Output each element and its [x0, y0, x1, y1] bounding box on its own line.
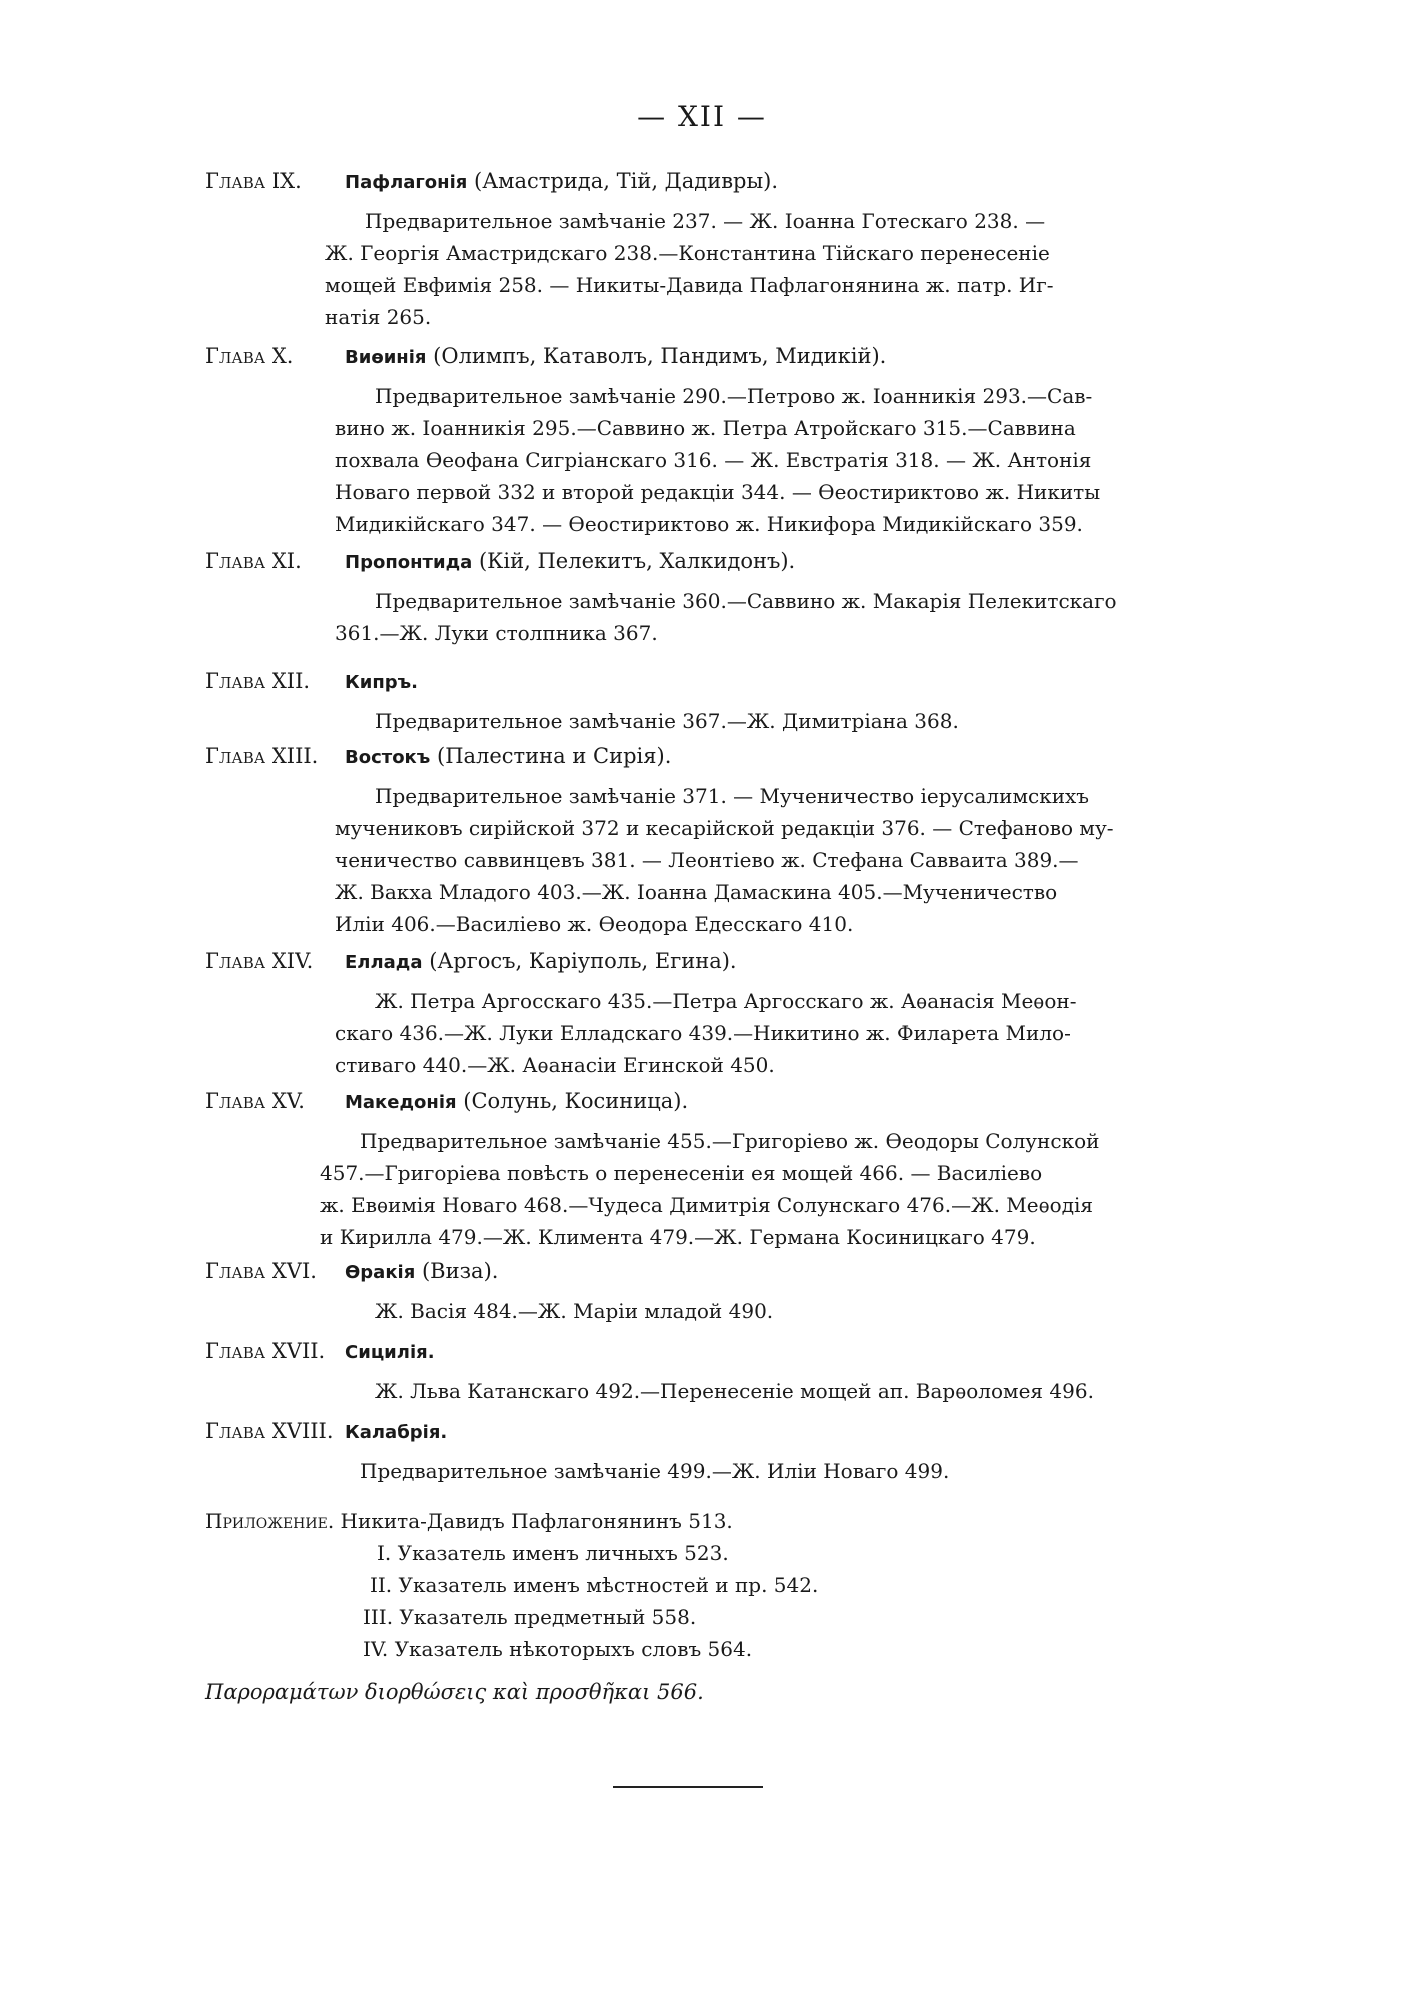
contents-line: мощей Евфимія 258. — Никиты-Давида Пафлагонянина ж. патр. Иг- — [325, 273, 1054, 297]
contents-line: натія 265. — [325, 305, 432, 329]
chapter-heading — [205, 1335, 1205, 1369]
chapter-entry — [205, 945, 1205, 1081]
chapter-contents — [205, 705, 1205, 737]
contents-line: Предварительное замѣчаніе 290.—Петрово ж. Іоанникія 293.—Сав- — [375, 384, 1093, 408]
chapter-title: Пафлагонія — [345, 172, 468, 193]
chapter-entry — [205, 1255, 1205, 1327]
chapter-label: Глава XI. — [205, 549, 302, 573]
chapter-contents — [205, 985, 1205, 1081]
chapter-title: Кипръ. — [345, 672, 419, 693]
appendix-label: Приложение. — [205, 1509, 335, 1533]
chapter-subtitle: (Кій, Пелекитъ, Халкидонъ). — [478, 549, 796, 573]
appendix-heading — [205, 1505, 1205, 1537]
chapter-heading — [205, 740, 1205, 774]
chapter-contents — [205, 380, 1205, 540]
closing-rule — [613, 1786, 763, 1788]
contents-line: Ж. Георгія Амастридскаго 238.—Константина Тійскаго перенесеніе — [325, 241, 1050, 265]
contents-line: Ж. Вакха Младого 403.—Ж. Іоанна Дамаскина 405.—Мученичество — [335, 880, 1058, 904]
chapter-label: Глава XVIII. — [205, 1419, 334, 1443]
chapter-title: Македонія — [345, 1092, 457, 1113]
contents-line: 457.—Григоріева повѣсть о перенесеніи ея мощей 466. — Василіево — [320, 1161, 1043, 1185]
contents-line: похвала Ѳеофана Сигріанскаго 316. — Ж. Евстратія 318. — Ж. Антонія — [335, 448, 1092, 472]
contents-line: Предварительное замѣчаніе 367.—Ж. Димитріана 368. — [375, 709, 959, 733]
contents-line: Мидикійскаго 347. — Ѳеостириктово ж. Никифора Мидикійскаго 359. — [335, 512, 1083, 536]
chapter-title: Ѳракія — [345, 1262, 416, 1283]
chapter-subtitle: (Палестина и Сирія). — [437, 744, 672, 768]
contents-line: ченичество саввинцевъ 381. — Леонтіево ж. Стефана Савваита 389.— — [335, 848, 1079, 872]
contents-line: Новаго первой 332 и второй редакціи 344. — Ѳеостириктово ж. Никиты — [335, 480, 1101, 504]
contents-line: Ж. Льва Катанскаго 492.—Перенесеніе мощей ап. Варѳоломея 496. — [375, 1379, 1094, 1403]
index-entry: II. Указатель именъ мѣстностей и пр. 542. — [370, 1573, 819, 1597]
chapter-title: Сицилія. — [345, 1342, 435, 1363]
chapter-entry — [205, 340, 1205, 540]
chapter-title: Востокъ — [345, 747, 431, 768]
chapter-entry — [205, 1415, 1205, 1487]
chapter-heading — [205, 665, 1205, 699]
chapter-label: Глава XVI. — [205, 1259, 317, 1283]
chapter-heading — [205, 165, 1205, 199]
chapter-contents — [205, 1455, 1205, 1487]
contents-line: скаго 436.—Ж. Луки Елладскаго 439.—Никитино ж. Филарета Мило- — [335, 1021, 1071, 1045]
chapter-entry — [205, 1085, 1205, 1253]
index-entry: IV. Указатель нѣкоторыхъ словъ 564. — [363, 1637, 753, 1661]
page-number: — XII — — [637, 100, 767, 133]
chapter-contents — [205, 780, 1205, 940]
chapter-subtitle: (Аргосъ, Каріуполь, Егина). — [429, 949, 737, 973]
chapter-heading — [205, 340, 1205, 374]
chapter-heading — [205, 1085, 1205, 1119]
index-entry: I. Указатель именъ личныхъ 523. — [377, 1541, 729, 1565]
chapter-label: Глава IX. — [205, 169, 302, 193]
contents-line: ж. Евѳимія Новаго 468.—Чудеса Димитрія Солунскаго 476.—Ж. Меѳодія — [320, 1193, 1094, 1217]
chapter-subtitle: (Солунь, Косиница). — [463, 1089, 689, 1113]
chapter-contents — [205, 1375, 1205, 1407]
index-entry: III. Указатель предметный 558. — [363, 1605, 697, 1629]
corrections-line: Παροραμάτων διορθώσεις καὶ προσθῆκαι 566. — [205, 1680, 704, 1704]
chapter-heading — [205, 945, 1205, 979]
contents-line: 361.—Ж. Луки столпника 367. — [335, 621, 658, 645]
chapter-label: Глава XV. — [205, 1089, 305, 1113]
chapter-contents — [205, 205, 1205, 333]
chapter-entry — [205, 1335, 1205, 1407]
contents-line: Предварительное замѣчаніе 371. — Мученичество іерусалимскихъ — [375, 784, 1090, 808]
appendix-section — [205, 1505, 1205, 1665]
contents-line: и Кирилла 479.—Ж. Климента 479.—Ж. Германа Косиницкаго 479. — [320, 1225, 1036, 1249]
chapter-title: Виѳинія — [345, 347, 427, 368]
chapter-label: Глава XVII. — [205, 1339, 326, 1363]
chapter-subtitle: (Олимпъ, Катаволъ, Пандимъ, Мидикій). — [433, 344, 887, 368]
chapter-entry — [205, 740, 1205, 940]
contents-line: Ж. Петра Аргосскаго 435.—Петра Аргосскаго ж. Аѳанасія Меѳон- — [375, 989, 1077, 1013]
chapter-entry — [205, 665, 1205, 737]
contents-line: мучениковъ сирійской 372 и кесарійской редакціи 376. — Стефаново му- — [335, 816, 1114, 840]
chapter-label: Глава XII. — [205, 669, 311, 693]
contents-line: стиваго 440.—Ж. Аѳанасіи Егинской 450. — [335, 1053, 775, 1077]
contents-line: Предварительное замѣчаніе 360.—Саввино ж. Макарія Пелекитскаго — [375, 589, 1117, 613]
chapter-title: Еллада — [345, 952, 423, 973]
chapter-subtitle: (Амастрида, Тій, Дадивры). — [474, 169, 779, 193]
chapter-title: Пропонтида — [345, 552, 473, 573]
chapter-contents — [205, 585, 1205, 649]
chapter-label: Глава X. — [205, 344, 294, 368]
chapter-contents — [205, 1295, 1205, 1327]
chapter-label: Глава XIV. — [205, 949, 314, 973]
chapter-label: Глава XIII. — [205, 744, 319, 768]
contents-line: Предварительное замѣчаніе 455.—Григоріево ж. Ѳеодоры Солунской — [360, 1129, 1100, 1153]
chapter-heading — [205, 545, 1205, 579]
chapter-heading — [205, 1255, 1205, 1289]
contents-line: Предварительное замѣчаніе 499.—Ж. Иліи Новаго 499. — [360, 1459, 950, 1483]
contents-line: Иліи 406.—Василіево ж. Ѳеодора Едесскаго 410. — [335, 912, 854, 936]
contents-line: Предварительное замѣчаніе 237. — Ж. Іоанна Готескаго 238. — — [365, 209, 1046, 233]
chapter-title: Калабрія. — [345, 1422, 448, 1443]
chapter-heading — [205, 1415, 1205, 1449]
contents-line: вино ж. Іоанникія 295.—Саввино ж. Петра Атройскаго 315.—Саввина — [335, 416, 1076, 440]
appendix-text: Никита-Давидъ Пафлагонянинъ 513. — [340, 1509, 733, 1533]
contents-line: Ж. Васія 484.—Ж. Маріи младой 490. — [375, 1299, 774, 1323]
chapter-entry — [205, 165, 1205, 333]
chapter-contents — [205, 1125, 1205, 1253]
chapter-subtitle: (Виза). — [421, 1259, 499, 1283]
chapter-entry — [205, 545, 1205, 649]
